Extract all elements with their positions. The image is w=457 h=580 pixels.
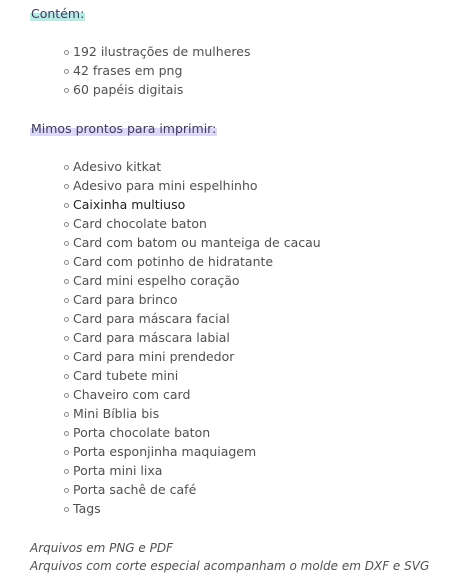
list-item-label: Card chocolate baton [73,216,207,231]
bullet-icon [64,184,69,189]
list-item [64,385,321,404]
bullet-icon [64,298,69,303]
list-item [64,271,321,290]
bullet-icon [64,165,69,170]
bullet-icon [64,507,69,512]
list-item [64,366,321,385]
list-item-label: Porta sachê de café [73,482,197,497]
file-format-note: Arquivos em PNG e PDF [30,541,173,555]
list-item [64,195,321,214]
list-item-label: 192 ilustrações de mulheres [73,44,251,59]
list-item-label: 60 papéis digitais [73,82,184,97]
list-item-label: 42 frases em png [73,63,183,78]
list-item [64,290,321,309]
bullet-icon [64,336,69,341]
list-item [64,461,321,480]
list-item-label: Card tubete mini [73,368,179,383]
bullet-icon [64,241,69,246]
list-item [64,157,321,176]
list-item [64,214,321,233]
contem-list [64,42,250,99]
bullet-icon [64,374,69,379]
bullet-icon [64,412,69,417]
bullet-icon [64,355,69,360]
bullet-icon [64,50,69,55]
list-item-label: Porta chocolate baton [73,425,211,440]
list-item [64,499,321,518]
cut-file-note: Arquivos com corte especial acompanham o molde em DXF e SVG [30,559,430,573]
bullet-icon [64,203,69,208]
bullet-icon [64,488,69,493]
list-item-label: Adesivo para mini espelhinho [73,178,258,193]
bullet-icon [64,469,69,474]
list-item [64,233,321,252]
list-item-label: Caixinha multiuso [73,197,186,212]
mimos-heading: Mimos prontos para imprimir: [31,121,217,136]
list-item-label: Porta esponjinha maquiagem [73,444,257,459]
bullet-icon [64,431,69,436]
list-item-label: Tags [73,501,101,516]
list-item [64,480,321,499]
list-item [64,347,321,366]
list-item-label: Card para mini prendedor [73,349,235,364]
list-item [64,404,321,423]
list-item [64,328,321,347]
list-item-label: Card com batom ou manteiga de cacau [73,235,321,250]
list-item [64,80,250,99]
list-item [64,423,321,442]
list-item [64,442,321,461]
list-item [64,42,250,61]
list-item [64,176,321,195]
list-item-label: Card para brinco [73,292,178,307]
list-item-label: Porta mini lixa [73,463,163,478]
list-item-label: Card mini espelho coração [73,273,240,288]
bullet-icon [64,88,69,93]
list-item-label: Adesivo kitkat [73,159,162,174]
bullet-icon [64,222,69,227]
contem-heading: Contém: [31,6,85,21]
bullet-icon [64,260,69,265]
list-item [64,61,250,80]
list-item-label: Card para máscara facial [73,311,230,326]
bullet-icon [64,450,69,455]
list-item [64,309,321,328]
bullet-icon [64,69,69,74]
bullet-icon [64,279,69,284]
list-item [64,252,321,271]
bullet-icon [64,393,69,398]
list-item-label: Card com potinho de hidratante [73,254,274,269]
list-item-label: Mini Bíblia bis [73,406,160,421]
list-item-label: Chaveiro com card [73,387,191,402]
bullet-icon [64,317,69,322]
list-item-label: Card para máscara labial [73,330,230,345]
mimos-list [64,157,321,518]
